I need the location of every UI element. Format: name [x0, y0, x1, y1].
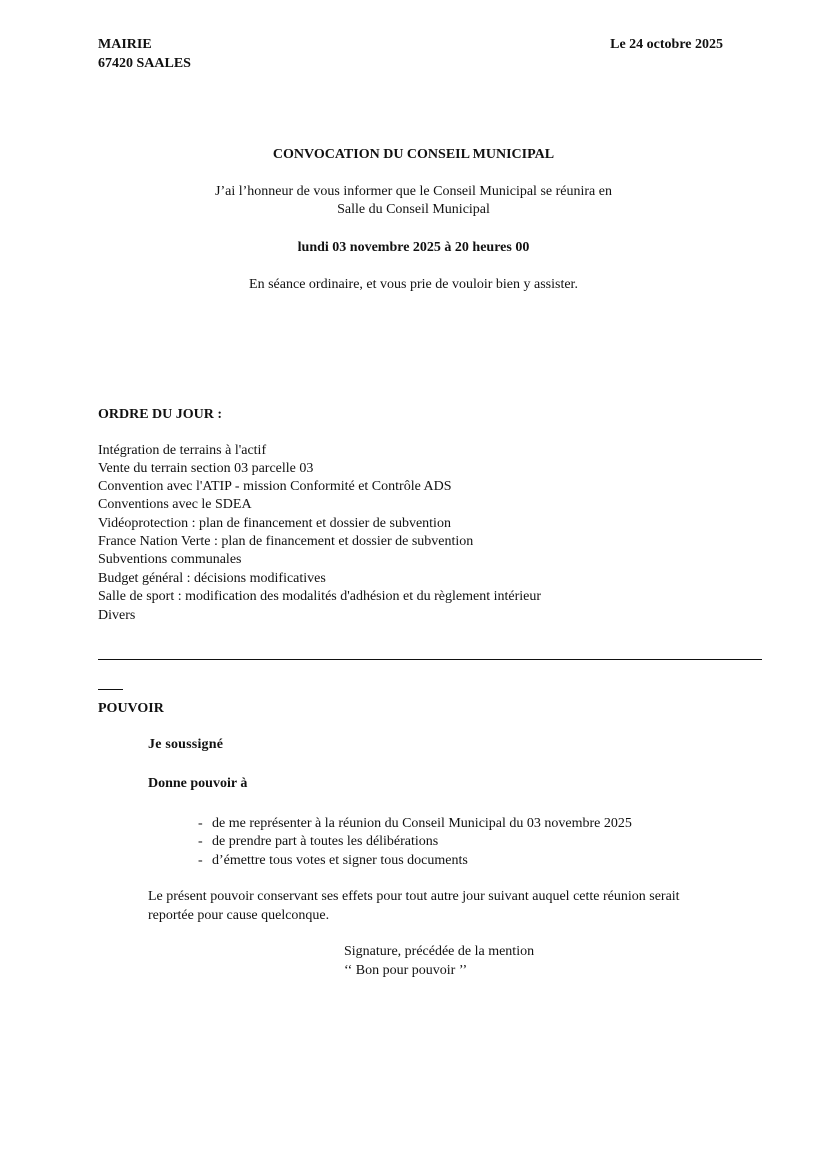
bullet-marker: -: [198, 853, 203, 868]
agenda-item: Vidéoprotection : plan de financement et dossier de subvention: [98, 516, 451, 531]
agenda-item: Convention avec l'ATIP - mission Conformité et Contrôle ADS: [98, 479, 452, 494]
undersigned-label: Je soussigné: [148, 737, 224, 752]
validity-line-1: Le présent pouvoir conservant ses effets pour tout autre jour suivant auquel cette réunion serait: [148, 889, 680, 904]
separator-line-tail: [98, 689, 123, 690]
gives-power-label: Donne pouvoir à: [148, 776, 248, 791]
session-text: En séance ordinaire, et vous prie de vouloir bien y assister.: [249, 277, 578, 292]
agenda-item: Divers: [98, 608, 136, 623]
intro-line-2: Salle du Conseil Municipal: [337, 202, 490, 217]
agenda-item: Conventions avec le SDEA: [98, 497, 252, 512]
agenda-item: Salle de sport : modification des modalités d'adhésion et du règlement intérieur: [98, 589, 542, 604]
list-item: [198, 816, 632, 832]
agenda-item: Vente du terrain section 03 parcelle 03: [98, 461, 314, 476]
agenda-item: Intégration de terrains à l'actif: [98, 443, 267, 458]
bullet-text: de me représenter à la réunion du Conseil Municipal du 03 novembre 2025: [212, 816, 632, 831]
agenda-item: France Nation Verte : plan de financement et dossier de subvention: [98, 534, 474, 549]
intro-line-1: J’ai l’honneur de vous informer que le Conseil Municipal se réunira en: [215, 184, 612, 199]
bullet-marker: -: [198, 816, 203, 831]
separator-line: [98, 659, 762, 660]
list-item: [198, 834, 438, 850]
mairie-label: MAIRIE: [98, 37, 152, 52]
validity-line-2: reportée pour cause quelconque.: [148, 908, 330, 923]
signature-mention: ‘‘ Bon pour pouvoir ’’: [344, 963, 468, 978]
signature-instruction: Signature, précédée de la mention: [344, 944, 535, 959]
agenda-heading: ORDRE DU JOUR :: [98, 407, 223, 422]
proxy-heading: POUVOIR: [98, 701, 164, 716]
agenda-item: Budget général : décisions modificatives: [98, 571, 326, 586]
document-date: Le 24 octobre 2025: [610, 37, 723, 52]
meeting-datetime: lundi 03 novembre 2025 à 20 heures 00: [297, 240, 530, 255]
agenda-item: Subventions communales: [98, 552, 242, 567]
bullet-text: d’émettre tous votes et signer tous documents: [212, 853, 468, 868]
bullet-marker: -: [198, 834, 203, 849]
convocation-title: CONVOCATION DU CONSEIL MUNICIPAL: [272, 147, 555, 162]
postal-city: 67420 SAALES: [98, 56, 191, 71]
bullet-text: de prendre part à toutes les délibérations: [212, 834, 439, 849]
list-item: [198, 853, 468, 869]
